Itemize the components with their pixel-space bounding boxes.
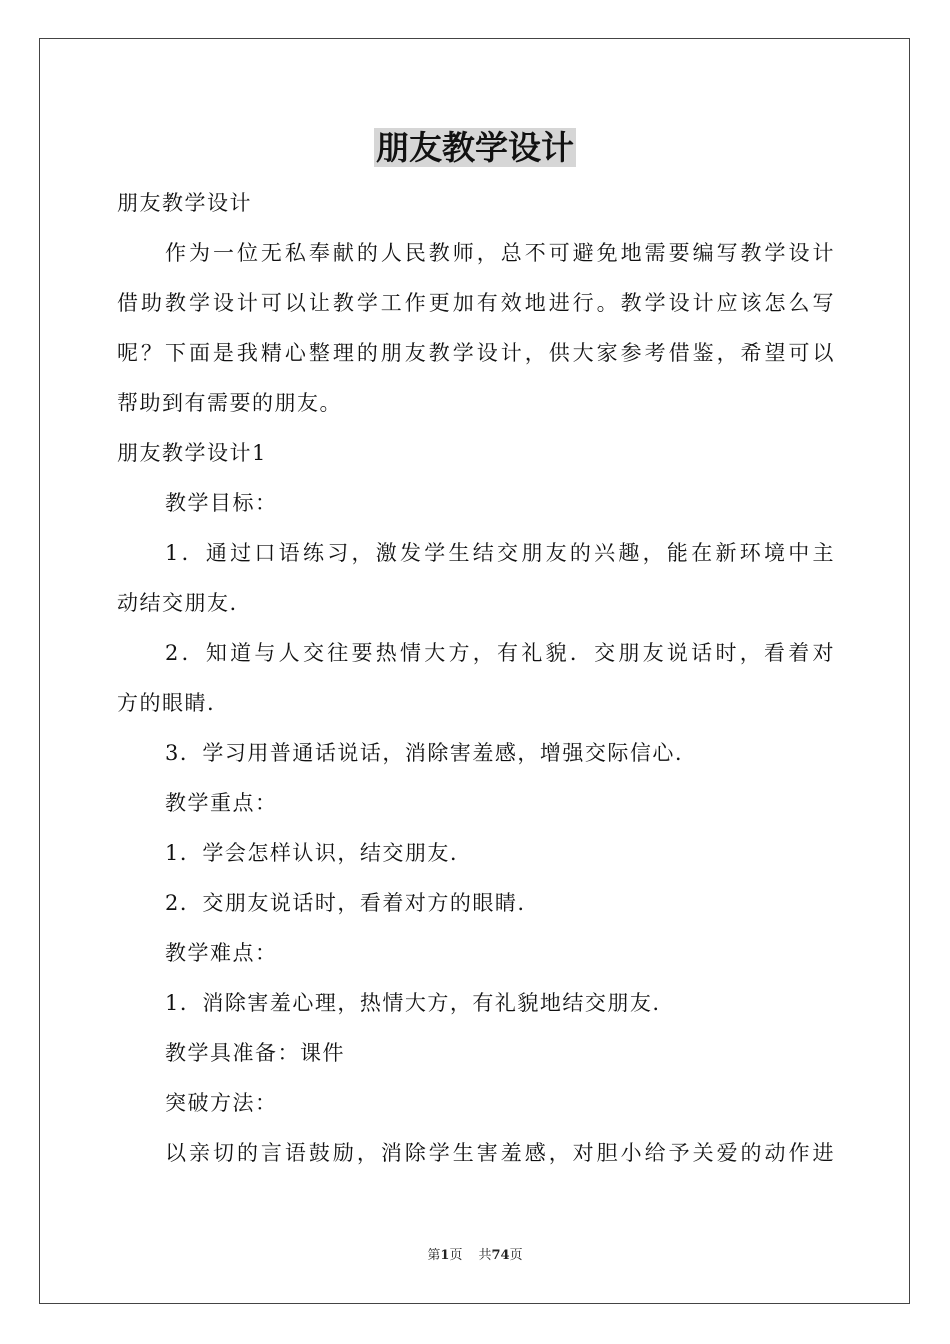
page-current: 1 bbox=[440, 1248, 450, 1263]
page-footer bbox=[0, 1247, 950, 1265]
key-points-heading: 教学重点： bbox=[165, 791, 278, 815]
methods-line-1: 以亲切的言语鼓励，消除学生害羞感，对胆小给予关爱的动作进 bbox=[165, 1141, 835, 1165]
goal-3: 3．学习用普通话说话，消除害羞感，增强交际信心. bbox=[165, 741, 684, 765]
document-title bbox=[0, 124, 950, 172]
intro-line-2: 借助教学设计可以让教学工作更加有效地进行。教学设计应该怎么写 bbox=[117, 291, 835, 315]
page-unit: 页 bbox=[449, 1248, 463, 1263]
total-unit: 页 bbox=[509, 1248, 523, 1263]
intro-line-3: 呢？下面是我精心整理的朋友教学设计，供大家参考借鉴，希望可以 bbox=[117, 341, 835, 365]
key-point-2: 2．交朋友说话时，看着对方的眼睛. bbox=[165, 891, 526, 915]
methods-heading: 突破方法： bbox=[165, 1091, 278, 1115]
document-body bbox=[117, 178, 835, 1178]
materials-line: 教学具准备：课件 bbox=[165, 1041, 345, 1065]
page-total: 74 bbox=[491, 1248, 510, 1263]
goal-1-line-2: 动结交朋友. bbox=[117, 591, 238, 615]
section-heading-1: 朋友教学设计1 bbox=[117, 441, 267, 465]
goal-1-line-1: 1．通过口语练习，激发学生结交朋友的兴趣，能在新环境中主 bbox=[165, 541, 835, 565]
page-prefix: 第 bbox=[427, 1248, 441, 1263]
goals-heading: 教学目标： bbox=[165, 491, 278, 515]
key-point-1: 1．学会怎样认识，结交朋友. bbox=[165, 841, 459, 865]
intro-line-4: 帮助到有需要的朋友。 bbox=[117, 391, 342, 415]
goal-2-line-1: 2．知道与人交往要热情大方，有礼貌．交朋友说话时，看着对 bbox=[165, 641, 835, 665]
difficulty-heading: 教学难点： bbox=[165, 941, 278, 965]
subtitle-line: 朋友教学设计 bbox=[117, 191, 252, 215]
goal-2-line-2: 方的眼睛. bbox=[117, 691, 216, 715]
document-title-text: 朋友教学设计 bbox=[376, 128, 574, 167]
total-prefix: 共 bbox=[478, 1248, 492, 1263]
difficulty-1: 1．消除害羞心理，热情大方，有礼貌地结交朋友. bbox=[165, 991, 661, 1015]
intro-line-1: 作为一位无私奉献的人民教师，总不可避免地需要编写教学设计 bbox=[165, 241, 835, 265]
